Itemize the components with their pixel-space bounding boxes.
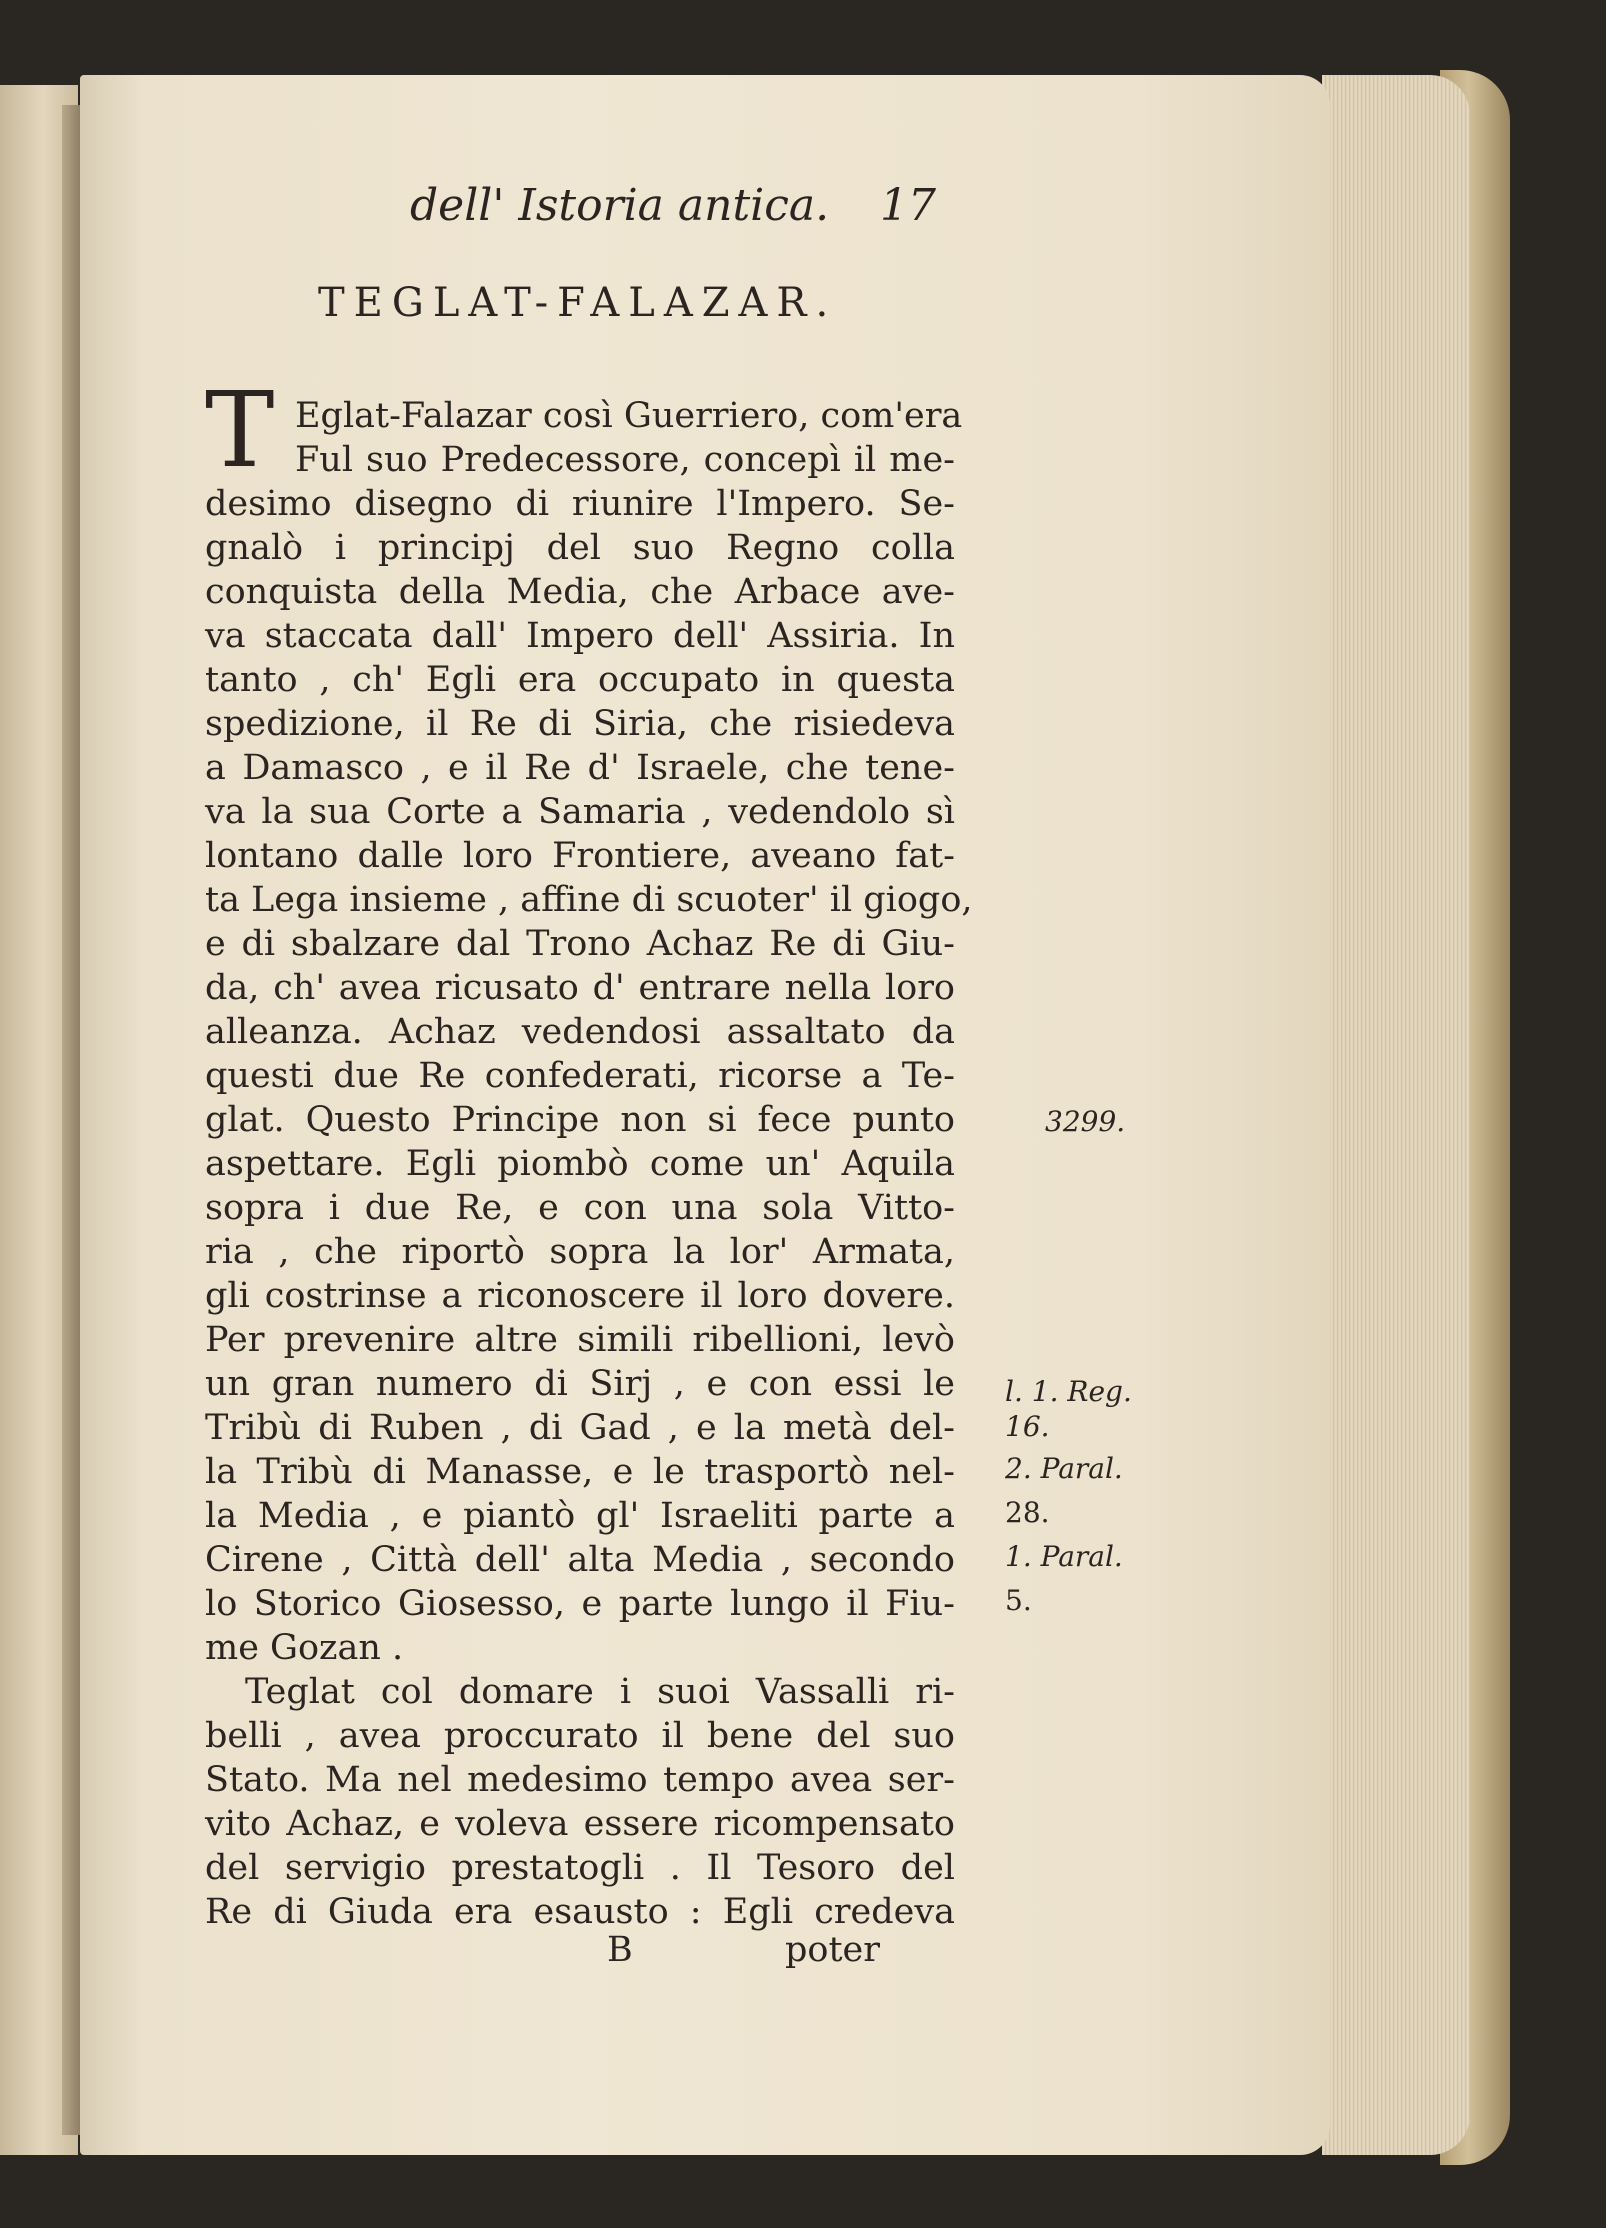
text-line: glat. Questo Principe non si fece punto (205, 1100, 955, 1140)
text-line: a Damasco , e il Re d' Israele, che tene- (205, 748, 955, 788)
text-line: Re di Giuda era esausto : Egli credeva (205, 1892, 955, 1932)
text-line: belli , avea proccurato il bene del suo (205, 1716, 955, 1756)
text-line: del servigio prestatogli . Il Tesoro del (205, 1848, 955, 1888)
text-line: lontano dalle loro Frontiere, aveano fat- (205, 836, 955, 876)
page-number: 17 (880, 180, 936, 231)
signature-mark: B (607, 1930, 633, 1970)
text-line: Ful suo Predecessore, concepì il me- (295, 440, 955, 480)
margin-year: 3299. (1045, 1105, 1126, 1138)
text-line: Stato. Ma nel medesimo tempo avea ser- (205, 1760, 955, 1800)
text-line: gnalò i principj del suo Regno colla (205, 528, 955, 568)
text-line: va staccata dall' Impero dell' Assiria. In (205, 616, 955, 656)
text-line: la Tribù di Manasse, e le trasportò nel- (205, 1452, 955, 1492)
text-line: me Gozan . (205, 1628, 404, 1668)
margin-ref: 28. (1005, 1496, 1050, 1529)
text-line: Cirene , Città dell' alta Media , secondo (205, 1540, 955, 1580)
margin-ref: 2. Paral. (1005, 1452, 1123, 1485)
text-line: Tribù di Ruben , di Gad , e la metà del- (205, 1408, 955, 1448)
margin-ref: 5. (1005, 1584, 1032, 1617)
catchword: poter (785, 1930, 880, 1970)
text-line: un gran numero di Sirj , e con essi le (205, 1364, 955, 1404)
margin-ref: 16. (1005, 1410, 1050, 1443)
text-line: ta Lega insieme , affine di scuoter' il giogo, (205, 880, 973, 920)
text-line: gli costrinse a riconoscere il loro dovere. (205, 1276, 955, 1316)
text-line: alleanza. Achaz vedendosi assaltato da (205, 1012, 955, 1052)
gutter-shadow (62, 105, 80, 2135)
text-line: Teglat col domare i suoi Vassalli ri- (245, 1672, 955, 1712)
text-line: sopra i due Re, e con una sola Vitto- (205, 1188, 955, 1228)
text-line: lo Storico Giosesso, e parte lungo il Fiu- (205, 1584, 955, 1624)
text-line: va la sua Corte a Samaria , vedendolo sì (205, 792, 955, 832)
text-line: spedizione, il Re di Siria, che risiedeva (205, 704, 955, 744)
text-line: tanto , ch' Egli era occupato in questa (205, 660, 955, 700)
text-line: desimo disegno di riunire l'Impero. Se- (205, 484, 955, 524)
margin-ref: 1. Paral. (1005, 1540, 1123, 1573)
text-line: Eglat-Falazar così Guerriero, com'era (295, 396, 963, 436)
margin-ref: l. 1. Reg. (1005, 1375, 1132, 1408)
page-footer (205, 1930, 955, 1980)
text-line: ria , che riportò sopra la lor' Armata, (205, 1232, 955, 1272)
chapter-title: TEGLAT-FALAZAR. (318, 280, 838, 326)
drop-cap: T (205, 369, 275, 491)
text-line: e di sbalzare dal Trono Achaz Re di Giu- (205, 924, 955, 964)
text-line: Per prevenire altre simili ribellioni, levò (205, 1320, 955, 1360)
running-head (410, 180, 1010, 260)
text-line: la Media , e piantò gl' Israeliti parte a (205, 1496, 955, 1536)
text-line: questi due Re confederati, ricorse a Te- (205, 1056, 955, 1096)
text-line: vito Achaz, e voleva essere ricompensato (205, 1804, 955, 1844)
text-line: aspettare. Egli piombò come un' Aquila (205, 1144, 955, 1184)
running-head-title: dell' Istoria antica. (410, 180, 830, 231)
text-line: conquista della Media, che Arbace ave- (205, 572, 955, 612)
text-line: da, ch' avea ricusato d' entrare nella loro (205, 968, 955, 1008)
page-block-edges (1322, 75, 1470, 2155)
